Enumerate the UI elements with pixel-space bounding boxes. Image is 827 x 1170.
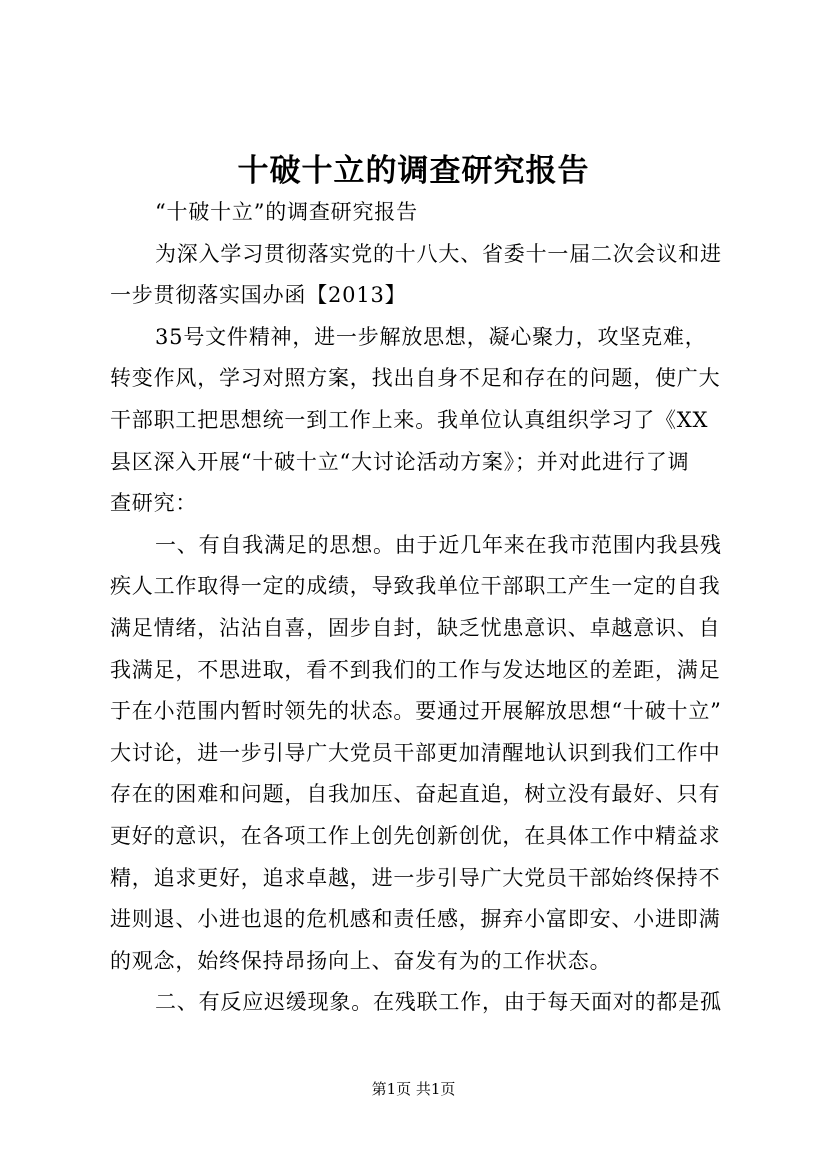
paragraph-line: 查研究： [110,491,198,516]
paragraph-line: 一、有自我满足的思想。由于近几年来在我市范围内我县残 [155,532,722,557]
paragraph-line: 更好的意识，在各项工作上创先创新创优，在具体工作中精益求 [110,823,721,848]
paragraph-line: 的观念，始终保持昂扬向上、奋发有为的工作状态。 [110,948,612,973]
paragraph-line: 一步贯彻落实国办函【2013】 [110,283,407,308]
paragraph-line: 我满足，不思进取，看不到我们的工作与发达地区的差距，满足 [110,657,721,682]
document-body [110,192,720,1024]
page-footer: 第1页 共1页 [371,1080,456,1098]
subtitle-line: “十破十立”的调查研究报告 [155,200,418,224]
paragraph-line: 转变作风，学习对照方案，找出自身不足和存在的问题，使广大 [110,366,721,391]
paragraph-line: 大讨论，进一步引导广大党员干部更加清醒地认识到我们工作中 [110,740,721,765]
document-title: 十破十立的调查研究报告 [237,153,590,189]
paragraph-line: 进则退、小进也退的危机感和责任感，摒弃小富即安、小进即满 [110,907,721,932]
paragraph-line: 精，追求更好，追求卓越，进一步引导广大党员干部始终保持不 [110,865,721,890]
paragraph-line: 存在的困难和问题，自我加压、奋起直追，树立没有最好、只有 [110,782,721,807]
paragraph-line: 满足情绪，沾沾自喜，固步自封，缺乏忧患意识、卓越意识、自 [110,615,721,640]
paragraph-line: 为深入学习贯彻落实党的十八大、省委十一届二次会议和进 [155,241,722,266]
paragraph-line: 疾人工作取得一定的成绩，导致我单位干部职工产生一定的自我 [110,574,721,599]
paragraph-line: 干部职工把思想统一到工作上来。我单位认真组织学习了《XX [110,407,709,432]
paragraph-line: 县区深入开展“十破十立“大讨论活动方案》；并对此进行了调 [110,449,690,474]
paragraph-line: 二、有反应迟缓现象。在残联工作，由于每天面对的都是孤 [155,990,722,1015]
paragraph-line: 35号文件精神，进一步解放思想，凝心聚力，攻坚克难， [155,324,707,349]
paragraph-line: 于在小范围内暂时领先的状态。要通过开展解放思想“十破十立” [110,699,722,724]
